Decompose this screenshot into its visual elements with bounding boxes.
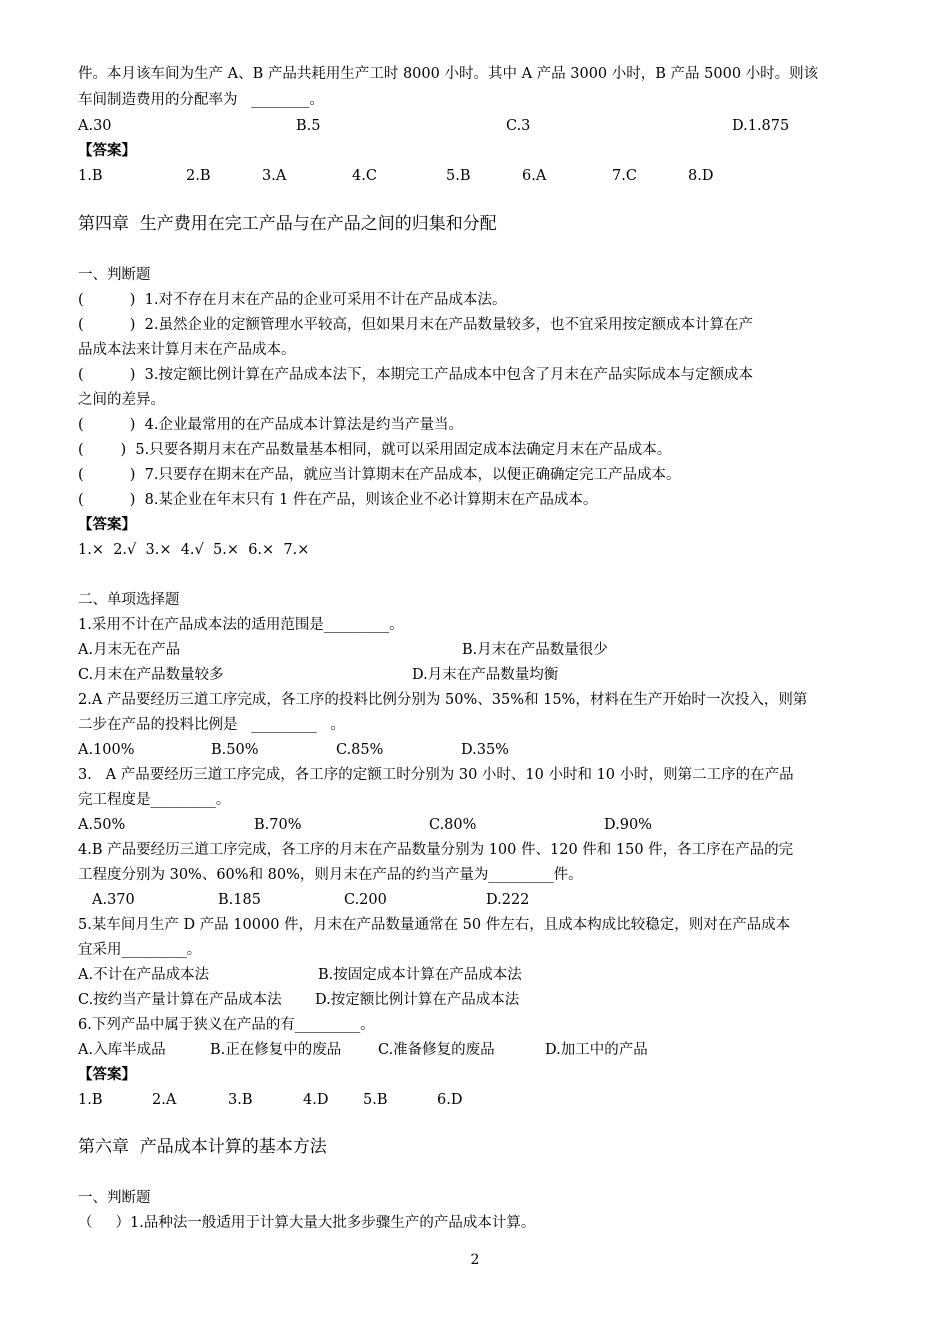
question-line: 4.B 产品要经历三道工序完成，各工序的月末在产品数量分别为 100 件、120 件和 150 件，各工序在产品的完: [78, 842, 794, 858]
tf-line: ( ) 2.虽然企业的定额管理水平较高，但如果月末在产品数量较多，也不宜采用按定额成本计算在产: [78, 317, 753, 333]
answer-label: 【答案】: [78, 1066, 136, 1083]
tf-line: ( ) 3.按定额比例计算在产品成本法下，本期完工产品成本中包含了月末在产品实际成本与定额成本: [78, 367, 753, 383]
option: A.入库半成品: [78, 1042, 166, 1058]
option: A.370: [92, 892, 135, 908]
tf-line: ( ) 5.只要各期月末在产品数量基本相同，就可以采用固定成本法确定月末在产品成本。: [78, 442, 672, 458]
option: D.1.875: [732, 118, 790, 134]
option: A.100%: [78, 742, 135, 758]
option: A.不计在产品成本法: [78, 967, 210, 983]
answer-line: 1.× 2.√ 3.× 4.√ 5.× 6.× 7.×: [78, 542, 310, 558]
chapter-title: 第六章 产品成本计算的基本方法: [78, 1137, 327, 1157]
question-line: 2.A 产品要经历三道工序完成，各工序的投料比例分别为 50%、35%和 15%，材料在生产开始时一次投入，则第: [78, 692, 808, 708]
answer-item: 2.A: [152, 1092, 177, 1108]
answer-item: 3.B: [228, 1092, 253, 1108]
page-number: 2: [470, 1252, 480, 1268]
tf-line: ( ) 4.企业最常用的在产品成本计算法是约当产量当。: [78, 417, 463, 433]
tf-line: 品成本法来计算月末在产品成本。: [78, 342, 296, 358]
question-line: 工程度分别为 30%、60%和 80%，则月末在产品的约当产量为_________件。: [78, 867, 583, 883]
answer-item: 4.D: [303, 1092, 329, 1108]
question-line: 车间制造费用的分配率为 ________。: [78, 92, 324, 108]
answer-item: 5.B: [363, 1092, 388, 1108]
option: C.3: [506, 118, 531, 134]
option: A.50%: [78, 817, 126, 833]
option: C.200: [344, 892, 387, 908]
option: A.月末无在产品: [78, 642, 181, 658]
question-line: 6.下列产品中属于狭义在产品的有_________。: [78, 1017, 375, 1033]
section-heading: 一、判断题: [78, 267, 151, 283]
question-line: 3. A 产品要经历三道工序完成，各工序的定额工时分别为 30 小时、10 小时和 10 小时，则第二工序的在产品: [78, 767, 794, 783]
question-line: 宜采用_________。: [78, 942, 202, 958]
answer-item: 2.B: [186, 168, 211, 184]
answer-item: 1.B: [78, 168, 103, 184]
answer-item: 6.A: [522, 168, 547, 184]
option: B.50%: [211, 742, 259, 758]
option: A.30: [78, 118, 112, 134]
option: D.35%: [461, 742, 509, 758]
option: D.90%: [604, 817, 652, 833]
question-line: 二步在产品的投料比例是 _________ 。: [78, 717, 345, 733]
answer-item: 4.C: [352, 168, 377, 184]
option: C.85%: [336, 742, 384, 758]
option: B.5: [296, 118, 321, 134]
option: B.正在修复中的废品: [210, 1042, 342, 1058]
question-line: 5.某车间月生产 D 产品 10000 件，月末在产品数量通常在 50 件左右，且成本构成比较稳定，则对在产品成本: [78, 917, 791, 933]
answer-item: 3.A: [262, 168, 287, 184]
tf-line: （ ）1.品种法一般适用于计算大量大批多步骤生产的产品成本计算。: [78, 1215, 536, 1231]
tf-line: ( ) 7.只要存在期末在产品，就应当计算期末在产品成本，以便正确确定完工产品成本。: [78, 467, 681, 483]
answer-label: 【答案】: [78, 516, 136, 533]
section-heading: 一、判断题: [78, 1190, 151, 1206]
option: B.185: [218, 892, 261, 908]
option: C.80%: [429, 817, 477, 833]
tf-line: 之间的差异。: [78, 392, 165, 408]
tf-line: ( ) 1.对不存在月末在产品的企业可采用不计在产品成本法。: [78, 292, 507, 308]
answer-item: 7.C: [612, 168, 637, 184]
option: D.月末在产品数量均衡: [412, 667, 559, 683]
section-heading: 二、单项选择题: [78, 592, 180, 608]
question-line: 1.采用不计在产品成本法的适用范围是_________。: [78, 617, 404, 633]
tf-line: ( ) 8.某企业在年末只有 1 件在产品，则该企业不必计算期末在产品成本。: [78, 492, 598, 508]
option: B.按固定成本计算在产品成本法: [318, 967, 522, 983]
option: D.222: [486, 892, 530, 908]
option: C.准备修复的废品: [378, 1042, 495, 1058]
question-line: 完工程度是_________。: [78, 792, 231, 808]
answer-item: 5.B: [446, 168, 471, 184]
option: B.月末在产品数量很少: [462, 642, 608, 658]
option: B.70%: [254, 817, 302, 833]
answer-item: 1.B: [78, 1092, 103, 1108]
answer-item: 8.D: [688, 168, 714, 184]
answer-label: 【答案】: [78, 142, 136, 159]
option: D.加工中的产品: [545, 1042, 648, 1058]
option: C.按约当产量计算在产品成本法: [78, 992, 282, 1008]
chapter-title: 第四章 生产费用在完工产品与在产品之间的归集和分配: [78, 214, 497, 234]
option: D.按定额比例计算在产品成本法: [315, 992, 520, 1008]
option: C.月末在产品数量较多: [78, 667, 224, 683]
question-line: 件。本月该车间为生产 A、B 产品共耗用生产工时 8000 小时。其中 A 产品 3000 小时，B 产品 5000 小时。则该: [78, 66, 819, 82]
answer-item: 6.D: [437, 1092, 463, 1108]
